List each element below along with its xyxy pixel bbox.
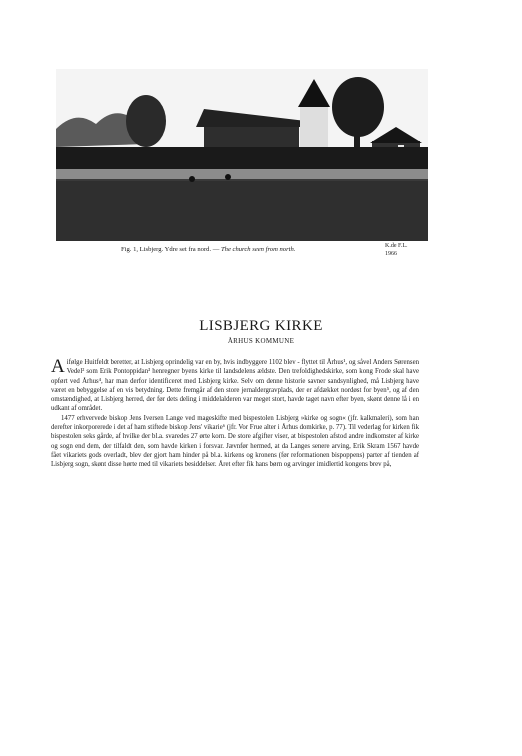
paragraph-1 <box>51 358 419 414</box>
page-subtitle: ÅRHUS KOMMUNE <box>227 337 295 345</box>
credit-name: K.de F.L. <box>385 243 408 249</box>
page-title: LISBJERG KIRKE <box>199 318 323 334</box>
paragraph-1-text: ifølge Huitfeldt beretter, at Lisbjerg oprindelig var en by, hvis indbyggere 1102 blev - flyttet til Århus¹, og såvel Anders Sørensen Vedel² som Erik Pontoppidan³ henregner byens kirke til landsdelens ældste. Den trefoldighedskirke, som kong Frode skal have opført ved Århus⁴, har man derfor identificeret med Lisbjerg kirke. Selv om denne historie savner sandsynlighed, må Lisbjerg have været en bebyggelse af en vis betydning. Dette fremgår af den store jernaldergravplads, der er afdækket nordøst for byen⁵, og af den omstændighed, at Lisbjerg herred, der før dets deling i middelalderen var meget stort, havde taget navn efter byen, skønt denne lå i en udkant af området. <box>51 359 419 413</box>
paragraph-2: 1477 erhvervede biskop Jens Iversen Lange ved mageskifte med bispestolen Lisbjerg »kirke og sogn« (jfr. kalkmaleri), som han derefter inkorporerede i det af ham stiftede biskop Jens' vikarie⁶ (jfr. Vor Frue alter i Århus domkirke, p. 77). Til vederlag for kirken fik bispestolen seks gårde, af hvilke der bl.a. svaredes 27 ørte korn. De store afgifter viser, at bispestolen afstod andre indkomster af kirke og sogn end dem, der tilfaldt den, som havde kirken i forsvar. Jævnfør hermed, at da Langes senere arving, Erik Skram 1567 havde fået vikariets gods overladt, blev der gjort ham hinder på bl.a. kirkens og kronens (før reformationen bispoppens) parter af tienden af Lisbjerg sogn, skønt disse hørte med til vikariets besiddelser. Året efter fik hans børn og arvinger imidlertid kongens brev på, <box>51 414 419 469</box>
credit-year: 1966 <box>385 250 397 257</box>
caption-english: The church seen from north. <box>221 246 296 253</box>
church-photo <box>56 69 428 241</box>
figure-caption <box>121 246 371 254</box>
drop-cap: A <box>51 356 65 377</box>
body-text <box>51 358 419 470</box>
photo-credit <box>385 243 408 258</box>
caption-danish: Fig. 1, Lisbjerg. Ydre set fra nord. — <box>121 246 220 253</box>
